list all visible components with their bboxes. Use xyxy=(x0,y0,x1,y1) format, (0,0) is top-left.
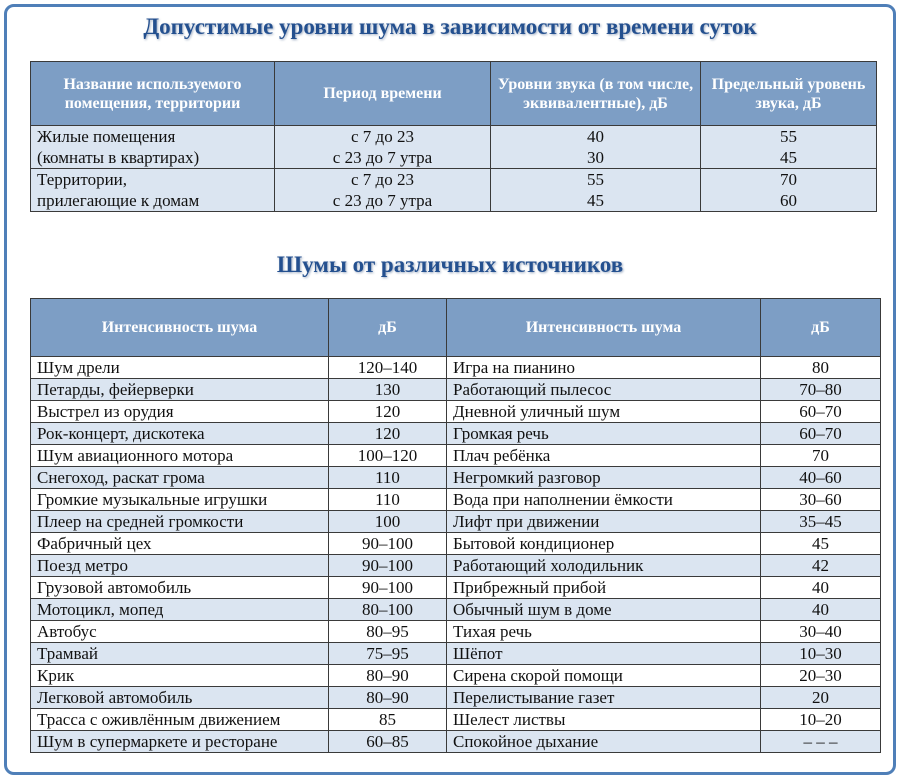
table-row xyxy=(31,489,881,511)
source-db-cell: 42 xyxy=(761,555,881,577)
source-name-cell: Игра на пианино xyxy=(447,357,761,379)
source-name-cell: Прибрежный прибой xyxy=(447,577,761,599)
table-row xyxy=(31,126,877,169)
source-db-cell: 120–140 xyxy=(329,357,447,379)
source-name-cell: Лифт при движении xyxy=(447,511,761,533)
source-db-cell: 60–70 xyxy=(761,401,881,423)
max-level-value: 45 xyxy=(780,148,797,167)
source-db-cell: 60–85 xyxy=(329,731,447,753)
header-db-left: дБ xyxy=(329,299,447,357)
table-row xyxy=(31,665,881,687)
period-value: с 7 до 23 xyxy=(351,127,414,146)
source-name-cell: Шелест листвы xyxy=(447,709,761,731)
table-row xyxy=(31,357,881,379)
table-row xyxy=(31,709,881,731)
table-row xyxy=(31,423,881,445)
source-db-cell: 80 xyxy=(761,357,881,379)
header-place: Название используемого помещения, территории xyxy=(31,62,275,126)
source-db-cell: 30–60 xyxy=(761,489,881,511)
period-cell xyxy=(275,126,491,169)
source-name-cell: Спокойное дыхание xyxy=(447,731,761,753)
source-name-cell: Мотоцикл, мопед xyxy=(31,599,329,621)
source-name-cell: Грузовой автомобиль xyxy=(31,577,329,599)
place-cell xyxy=(31,169,275,212)
max-level-cell xyxy=(701,169,877,212)
source-name-cell: Петарды, фейерверки xyxy=(31,379,329,401)
source-db-cell: 90–100 xyxy=(329,577,447,599)
source-name-cell: Снегоход, раскат грома xyxy=(31,467,329,489)
header-period: Период времени xyxy=(275,62,491,126)
source-db-cell: 40 xyxy=(761,577,881,599)
table-row xyxy=(31,467,881,489)
source-db-cell: 90–100 xyxy=(329,555,447,577)
max-level-value: 70 xyxy=(780,170,797,189)
header-intensity-right: Интенсивность шума xyxy=(447,299,761,357)
source-db-cell: 20 xyxy=(761,687,881,709)
header-intensity-left: Интенсивность шума xyxy=(31,299,329,357)
table-row xyxy=(31,577,881,599)
source-name-cell: Сирена скорой помощи xyxy=(447,665,761,687)
level-cell xyxy=(491,169,701,212)
place-line: Жилые помещения xyxy=(37,127,176,146)
source-db-cell: 110 xyxy=(329,489,447,511)
source-name-cell: Громкие музыкальные игрушки xyxy=(31,489,329,511)
source-name-cell: Поезд метро xyxy=(31,555,329,577)
table-row xyxy=(31,687,881,709)
source-db-cell: 70–80 xyxy=(761,379,881,401)
level-value: 45 xyxy=(587,191,604,210)
source-db-cell: 80–100 xyxy=(329,599,447,621)
place-line: (комнаты в квартирах) xyxy=(37,148,200,167)
source-db-cell: 40–60 xyxy=(761,467,881,489)
source-db-cell: 60–70 xyxy=(761,423,881,445)
source-name-cell: Легковой автомобиль xyxy=(31,687,329,709)
source-name-cell: Шум авиационного мотора xyxy=(31,445,329,467)
source-name-cell: Работающий холодильник xyxy=(447,555,761,577)
level-cell xyxy=(491,126,701,169)
source-db-cell: 10–30 xyxy=(761,643,881,665)
source-db-cell: 100 xyxy=(329,511,447,533)
table-row xyxy=(31,401,881,423)
source-db-cell: 80–90 xyxy=(329,665,447,687)
table-row xyxy=(31,379,881,401)
level-value: 40 xyxy=(587,127,604,146)
source-db-cell: 120 xyxy=(329,423,447,445)
table-row xyxy=(31,731,881,753)
place-line: прилегающие к домам xyxy=(37,191,200,210)
table-row xyxy=(31,169,877,212)
table-row xyxy=(31,599,881,621)
place-cell xyxy=(31,126,275,169)
level-value: 55 xyxy=(587,170,604,189)
table-row xyxy=(31,533,881,555)
period-cell xyxy=(275,169,491,212)
header-max-level: Предельный уровень звука, дБ xyxy=(701,62,877,126)
section-title-sources: Шумы от различных источников xyxy=(276,252,624,277)
source-name-cell: Трамвай xyxy=(31,643,329,665)
table-row xyxy=(31,445,881,467)
period-value: с 23 до 7 утра xyxy=(332,148,433,167)
source-db-cell: 75–95 xyxy=(329,643,447,665)
source-name-cell: Шум в супермаркете и ресторане xyxy=(31,731,329,753)
source-db-cell: 30–40 xyxy=(761,621,881,643)
source-name-cell: Шум дрели xyxy=(31,357,329,379)
source-db-cell: 70 xyxy=(761,445,881,467)
noise-limits-table xyxy=(30,61,877,212)
source-db-cell: 120 xyxy=(329,401,447,423)
source-name-cell: Шёпот xyxy=(447,643,761,665)
source-name-cell: Бытовой кондиционер xyxy=(447,533,761,555)
source-db-cell: 40 xyxy=(761,599,881,621)
source-db-cell: 35–45 xyxy=(761,511,881,533)
source-db-cell: 90–100 xyxy=(329,533,447,555)
source-name-cell: Работающий пылесос xyxy=(447,379,761,401)
header-db-right: дБ xyxy=(761,299,881,357)
source-db-cell: 110 xyxy=(329,467,447,489)
header-level: Уровни звука (в том числе, эквивалентные), дБ xyxy=(491,62,701,126)
source-db-cell: 80–95 xyxy=(329,621,447,643)
table-header-row xyxy=(31,299,881,357)
source-name-cell: Плеер на средней громкости xyxy=(31,511,329,533)
source-db-cell: 100–120 xyxy=(329,445,447,467)
source-name-cell: Трасса с оживлённым движением xyxy=(31,709,329,731)
source-name-cell: Тихая речь xyxy=(447,621,761,643)
table-header-row xyxy=(31,62,877,126)
source-db-cell: 80–90 xyxy=(329,687,447,709)
source-name-cell: Громкая речь xyxy=(447,423,761,445)
source-name-cell: Дневной уличный шум xyxy=(447,401,761,423)
max-level-value: 55 xyxy=(780,127,797,146)
page-title: Допустимые уровни шума в зависимости от времени суток xyxy=(143,14,757,39)
source-name-cell: Фабричный цех xyxy=(31,533,329,555)
source-name-cell: Плач ребёнка xyxy=(447,445,761,467)
source-name-cell: Рок-концерт, дискотека xyxy=(31,423,329,445)
source-db-cell: 85 xyxy=(329,709,447,731)
source-name-cell: Обычный шум в доме xyxy=(447,599,761,621)
source-db-cell: – – – xyxy=(761,731,881,753)
source-name-cell: Вода при наполнении ёмкости xyxy=(447,489,761,511)
source-name-cell: Негромкий разговор xyxy=(447,467,761,489)
period-value: с 23 до 7 утра xyxy=(332,191,433,210)
source-name-cell: Крик xyxy=(31,665,329,687)
source-db-cell: 130 xyxy=(329,379,447,401)
source-db-cell: 20–30 xyxy=(761,665,881,687)
source-db-cell: 45 xyxy=(761,533,881,555)
source-name-cell: Автобус xyxy=(31,621,329,643)
table-row xyxy=(31,555,881,577)
max-level-value: 60 xyxy=(780,191,797,210)
period-value: с 7 до 23 xyxy=(351,170,414,189)
noise-sources-table xyxy=(30,298,881,753)
level-value: 30 xyxy=(587,148,604,167)
max-level-cell xyxy=(701,126,877,169)
place-line: Территории, xyxy=(37,170,128,189)
table-row xyxy=(31,643,881,665)
source-db-cell: 10–20 xyxy=(761,709,881,731)
table-row xyxy=(31,621,881,643)
table-row xyxy=(31,511,881,533)
source-name-cell: Выстрел из орудия xyxy=(31,401,329,423)
source-name-cell: Перелистывание газет xyxy=(447,687,761,709)
